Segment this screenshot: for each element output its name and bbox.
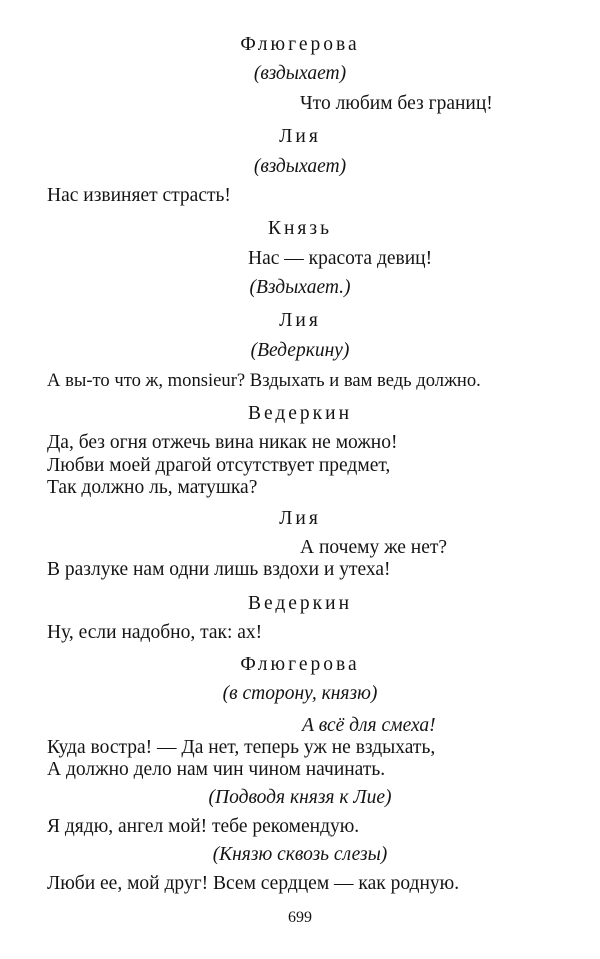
- verse-line: А должно дело нам чин чином начинать.: [47, 759, 386, 780]
- speaker-name: Лия: [279, 508, 321, 529]
- speaker-name: Лия: [279, 310, 321, 331]
- verse-line: А вы-то что ж, monsieur? Вздыхать и вам ведь должно.: [47, 370, 481, 391]
- stage-direction: (вздыхает): [253, 63, 347, 84]
- verse-line: Да, без огня отжечь вина никак не можно!: [47, 432, 398, 453]
- stage-direction: (Ведеркину): [250, 340, 350, 361]
- verse-line: Ну, если надобно, так: ах!: [47, 622, 263, 643]
- verse-line: Что любим без границ!: [300, 93, 493, 114]
- verse-line: В разлуке нам одни лишь вздохи и утеха!: [47, 559, 391, 580]
- speaker-name: Лия: [279, 126, 321, 147]
- verse-line: Любви моей драгой отсутствует предмет,: [47, 455, 391, 476]
- stage-direction: (Вздыхает.): [249, 277, 351, 298]
- verse-line: Так должно ль, матушка?: [47, 477, 258, 498]
- verse-line: Люби ее, мой друг! Всем сердцем — как родную.: [47, 873, 460, 894]
- speaker-name: Флюгерова: [240, 34, 360, 55]
- stage-direction: (вздыхает): [253, 156, 347, 177]
- speaker-name: Ведеркин: [247, 593, 353, 614]
- verse-line: Нас — красота девиц!: [248, 248, 433, 269]
- speaker-name: Флюгерова: [240, 654, 360, 675]
- stage-direction: (в сторону, князю): [222, 683, 378, 704]
- stage-direction: (Подводя князя к Лие): [208, 787, 392, 808]
- speaker-name: Ведеркин: [247, 403, 353, 424]
- speaker-name: Князь: [267, 218, 332, 239]
- verse-line: А почему же нет?: [300, 537, 448, 558]
- verse-line: А всё для смеха!: [302, 715, 436, 736]
- verse-line: Куда востра! — Да нет, теперь уж не вздыхать,: [47, 737, 436, 758]
- verse-line: Нас извиняет страсть!: [47, 185, 231, 206]
- page-number: 699: [288, 909, 312, 926]
- stage-direction: (Князю сквозь слезы): [212, 844, 388, 865]
- verse-line: Я дядю, ангел мой! тебе рекомендую.: [47, 816, 360, 837]
